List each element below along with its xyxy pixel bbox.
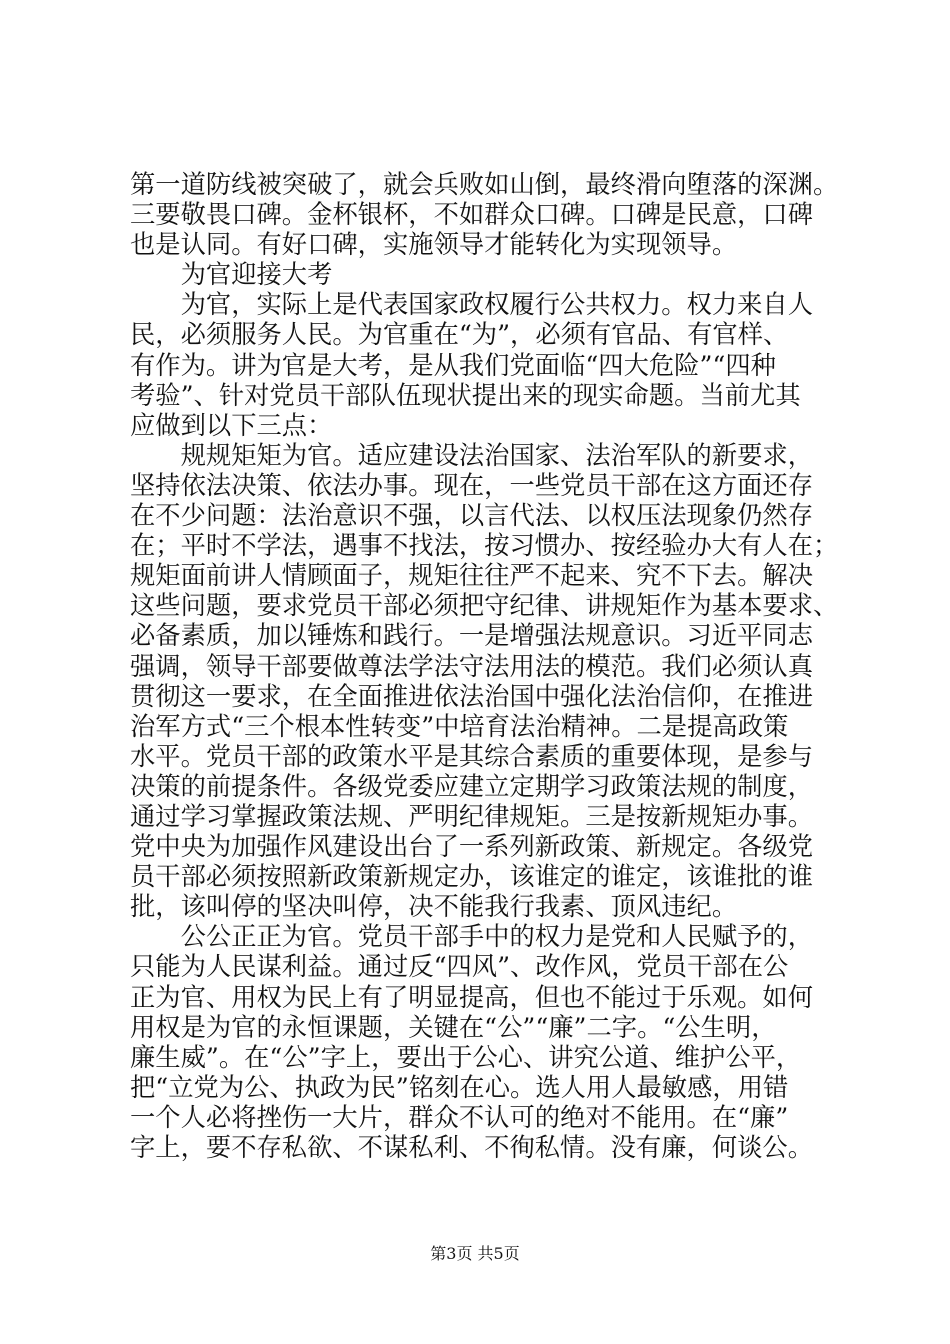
text-line: 员干部必须按照新政策新规定办，该谁定的谁定，该谁批的谁 [130,862,814,892]
text-line: 第一道防线被突破了，就会兵败如山倒，最终滑向堕落的深渊。 [130,170,839,199]
text-line: 三要敬畏口碑。金杯银杯，不如群众口碑。口碑是民意，口碑 [130,200,814,230]
text-line: 也是认同。有好口碑，实施领导才能转化为实现领导。 [130,230,738,260]
text-line: 贯彻这一要求，在全面推进依法治国中强化法治信仰，在推进 [130,681,814,711]
text-line: 正为官、用权为民上有了明显提高，但也不能过于乐观。如何 [130,982,814,1012]
text-line: 水平。党员干部的政策水平是其综合素质的重要体现，是参与 [130,741,814,771]
section-heading: 为官迎接大考 [180,260,333,290]
page-number-footer: 第3页 共5页 [430,1244,520,1263]
text-line: 在；平时不学法，遇事不找法，按习惯办、按经验办大有人在； [130,531,839,561]
text-line: 字上，要不存私欲、不谋私利、不徇私情。没有廉，何谈公。 [130,1133,814,1162]
document-body [130,170,839,1163]
text-line: 强调，领导干部要做尊法学法守法用法的模范。我们必须认真 [130,651,814,681]
text-line: 把“立党为公、执政为民”铭刻在心。选人用人最敏感，用错 [130,1072,789,1102]
text-line: 一个人必将挫伤一大片，群众不认可的绝对不能用。在“廉” [130,1102,789,1132]
text-line: 治军方式“三个根本性转变”中培育法治精神。二是提高政策 [130,711,789,741]
text-line: 决策的前提条件。各级党委应建立定期学习政策法规的制度， [130,771,814,801]
text-line: 民，必须服务人民。为官重在“为”，必须有官品、有官样、 [130,320,789,350]
text-line: 应做到以下三点： [130,410,333,440]
text-line: 考验”、针对党员干部队伍现状提出来的现实命题。当前尤其 [130,380,801,410]
text-line: 这些问题，要求党员干部必须把守纪律、讲规矩作为基本要求、 [130,591,839,621]
text-line: 批，该叫停的坚决叫停，决不能我行我素、顶风违纪。 [130,892,738,922]
text-line: 坚持依法决策、依法办事。现在，一些党员干部在这方面还存 [130,470,814,500]
text-line: 用权是为官的永恒课题，关键在“公”“廉”二字。“公生明， [130,1012,777,1042]
text-line: 有作为。讲为官是大考，是从我们党面临“四大危险”“四种 [130,350,776,380]
text-line: 只能为人民谋利益。通过反“四风”、改作风，党员干部在公 [130,952,789,982]
text-line: 在不少问题：法治意识不强，以言代法、以权压法现象仍然存 [130,501,814,531]
text-line: 公公正正为官。党员干部手中的权力是党和人民赋予的， [180,922,814,952]
text-line: 通过学习掌握政策法规、严明纪律规矩。三是按新规矩办事。 [130,801,814,831]
text-line: 规矩面前讲人情顾面子，规矩往往严不起来、究不下去。解决 [130,561,814,591]
text-line: 规规矩矩为官。适应建设法治国家、法治军队的新要求， [180,440,814,470]
text-line: 廉生威”。在“公”字上，要出于公心、讲究公道、维护公平， [130,1042,802,1072]
text-line: 为官，实际上是代表国家政权履行公共权力。权力来自人 [180,290,814,320]
text-line: 必备素质，加以锤炼和践行。一是增强法规意识。习近平同志 [130,621,814,651]
text-line: 党中央为加强作风建设出台了一系列新政策、新规定。各级党 [130,832,814,862]
